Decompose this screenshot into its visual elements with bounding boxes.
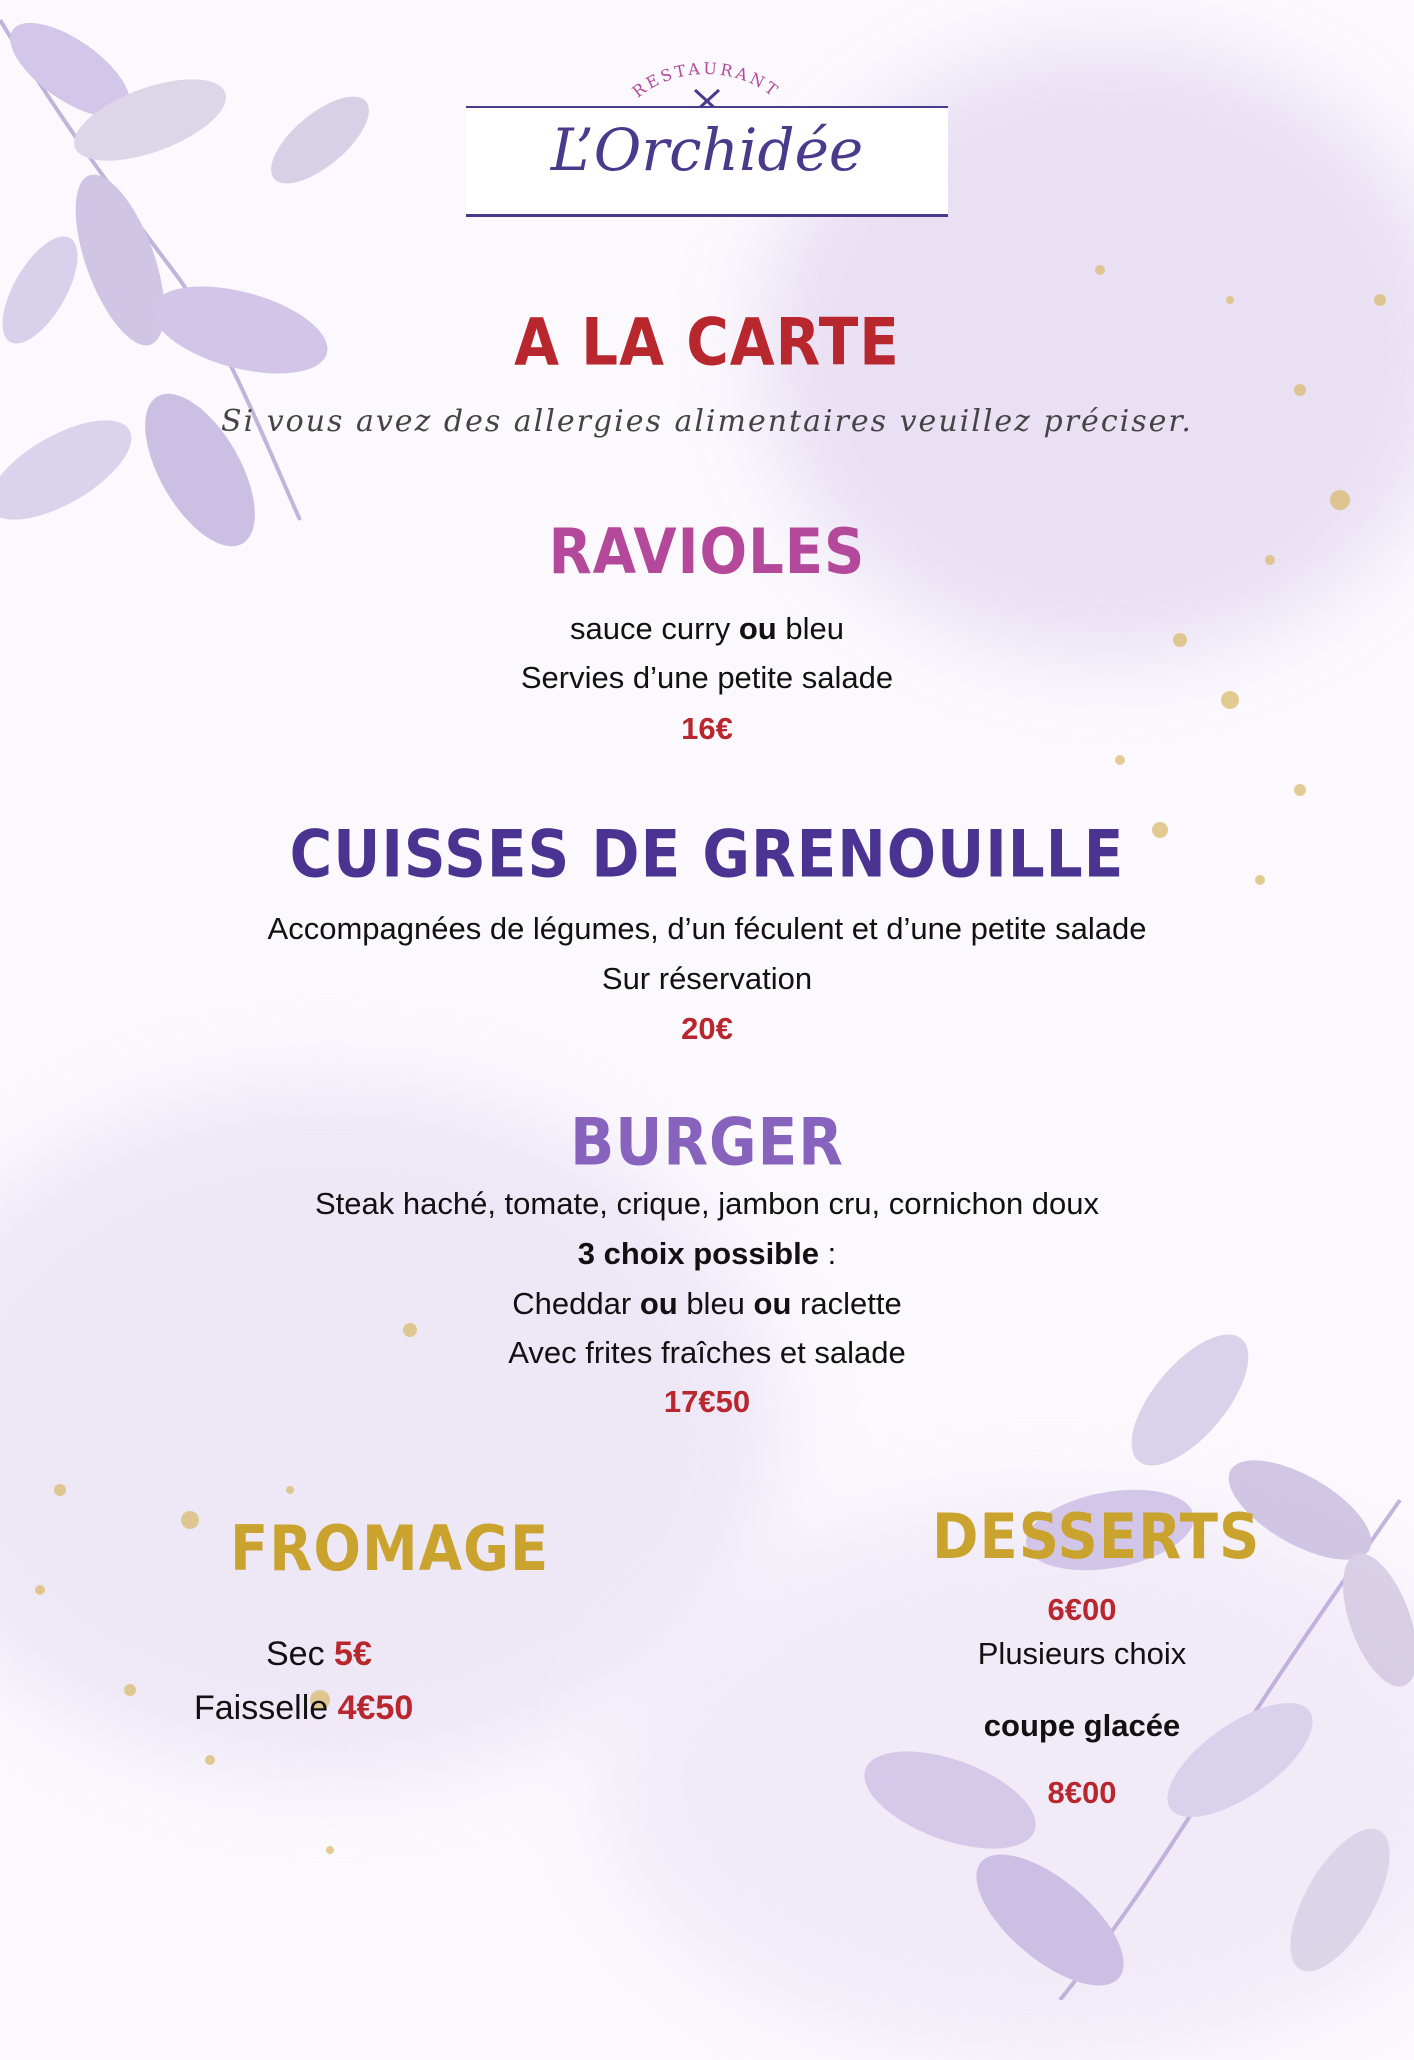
burger-cheese-2: bleu xyxy=(677,1286,754,1321)
logo-name: L’Orchidée xyxy=(550,116,864,184)
burger-price: 17€50 xyxy=(663,1384,751,1419)
ravioles-line-1-a: sauce curry xyxy=(570,611,739,646)
burger-line-3 xyxy=(0,1286,1414,1322)
page-title: A LA CARTE xyxy=(514,303,900,381)
grenouille-price: 20€ xyxy=(681,1011,733,1046)
burger-choice-count: 3 choix possible xyxy=(577,1236,819,1271)
restaurant-logo xyxy=(466,50,948,215)
logo-restaurant-word: RESTAURANT xyxy=(628,58,784,102)
desserts-price-1: 6€00 xyxy=(1047,1592,1117,1627)
desserts-price-2: 8€00 xyxy=(1047,1775,1117,1810)
ravioles-line-1-or: ou xyxy=(738,611,777,646)
burger-choice-colon: : xyxy=(818,1236,837,1271)
fromage-faisselle-label: Faisselle xyxy=(194,1689,338,1727)
ravioles-line-2: Servies d’une petite salade xyxy=(520,660,894,695)
burger-or-1: ou xyxy=(639,1286,678,1321)
fromage-item-faisselle xyxy=(194,1690,413,1726)
allergy-notice: Si vous avez des allergies alimentaires veuillez préciser. xyxy=(221,404,1193,439)
burger-line-1: Steak haché, tomate, crique, jambon cru, cornichon doux xyxy=(314,1186,1100,1221)
burger-line-2 xyxy=(0,1236,1414,1272)
ravioles-line-1 xyxy=(0,611,1414,647)
logo-arc-text xyxy=(466,52,948,112)
fromage-item-sec xyxy=(266,1636,372,1672)
fromage-sec-price: 5€ xyxy=(334,1635,372,1673)
burger-line-4: Avec frites fraîches et salade xyxy=(508,1335,906,1370)
desserts-line-1: Plusieurs choix xyxy=(977,1636,1187,1671)
desserts-line-2: coupe glacée xyxy=(983,1708,1181,1743)
section-title-fromage: FROMAGE xyxy=(230,1513,550,1586)
section-title-burger: BURGER xyxy=(570,1103,844,1181)
section-title-grenouille: CUISSES DE GRENOUILLE xyxy=(289,815,1125,893)
fromage-faisselle-price: 4€50 xyxy=(337,1689,414,1727)
grenouille-line-1: Accompagnées de légumes, d’un féculent et d’une petite salade xyxy=(267,911,1147,946)
fromage-sec-label: Sec xyxy=(266,1635,335,1673)
section-title-desserts: DESSERTS xyxy=(932,1501,1261,1574)
ravioles-price: 16€ xyxy=(681,711,733,746)
section-title-ravioles: RAVIOLES xyxy=(548,516,866,589)
burger-or-2: ou xyxy=(753,1286,792,1321)
svg-text:RESTAURANT xyxy=(629,59,784,102)
burger-cheese-1: Cheddar xyxy=(512,1286,640,1321)
burger-cheese-3: raclette xyxy=(791,1286,902,1321)
ravioles-line-1-c: bleu xyxy=(776,611,844,646)
grenouille-line-2: Sur réservation xyxy=(601,961,813,996)
